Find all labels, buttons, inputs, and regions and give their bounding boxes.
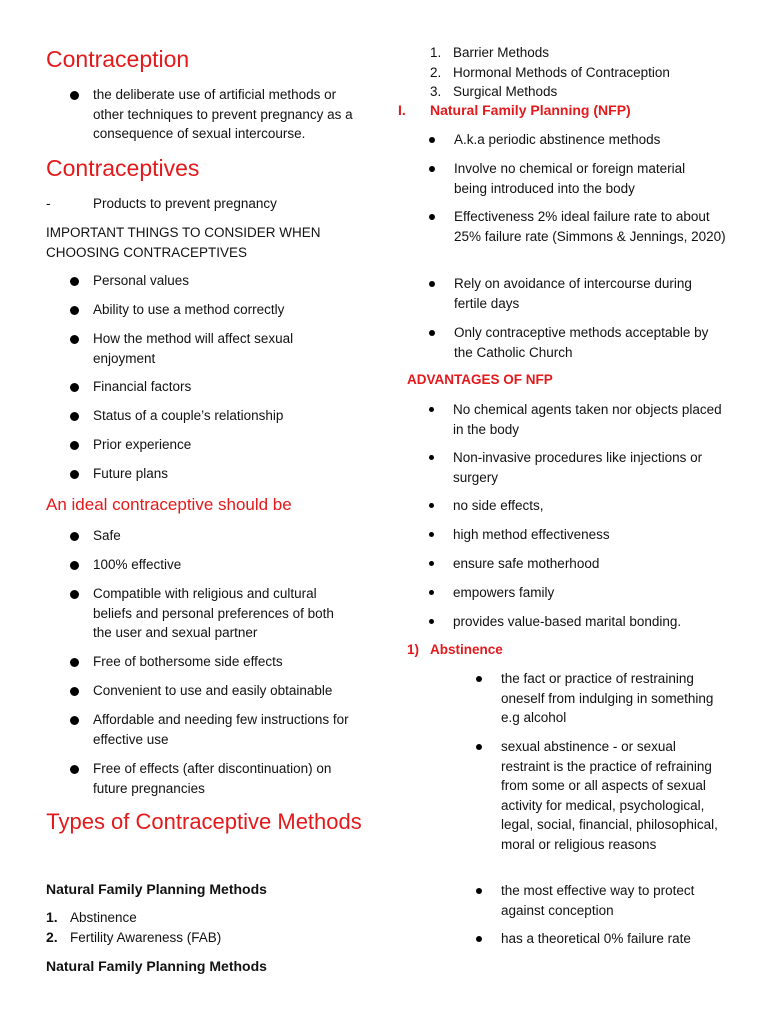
list-item: sexual abstinence - or sexual restraint is the practice of refraining from some or all aspects of sexual activity for medical, psychological, legal, social, financial, philosophical, moral or religious reasons xyxy=(501,737,723,854)
abstinence-heading: Abstinence xyxy=(430,642,503,657)
list-item: Safe xyxy=(93,526,353,546)
list-number: 3. xyxy=(430,84,442,99)
contraception-title: Contraception xyxy=(46,46,190,72)
list-item-text: Only contraceptive methods acceptable by the Catholic Church xyxy=(454,325,709,360)
list-item xyxy=(454,130,730,150)
list-item: Free of bothersome side effects xyxy=(93,652,353,672)
list-item: the most effective way to protect against conception xyxy=(501,881,723,920)
list-number: 2. xyxy=(46,929,58,945)
contraceptives-definition: Products to prevent pregnancy xyxy=(93,196,277,211)
types-heading: Types of Contraceptive Methods xyxy=(46,809,362,834)
contraceptives-title: Contraceptives xyxy=(46,155,200,181)
list-item xyxy=(454,274,716,313)
list-item xyxy=(454,323,716,362)
list-number: 2. xyxy=(430,65,442,80)
abstinence-number: 1) xyxy=(407,642,420,657)
contraception-definition: the deliberate use of artificial methods or other techniques to prevent pregnancy as a consequence of sexual intercourse. xyxy=(93,85,361,144)
list-item: Future plans xyxy=(93,464,353,484)
list-item: Compatible with religious and cultural beliefs and personal preferences of both the user and sexual partner xyxy=(93,584,355,643)
list-item: Ability to use a method correctly xyxy=(93,300,353,320)
important-heading: IMPORTANT THINGS TO CONSIDER WHEN CHOOSING CONTRACEPTIVES xyxy=(46,225,321,260)
list-item: 100% effective xyxy=(93,555,353,575)
list-item: has a theoretical 0% failure rate xyxy=(501,929,723,949)
list-item: Prior experience xyxy=(93,435,353,455)
list-item: ensure safe motherhood xyxy=(453,554,723,574)
nfp-heading: Natural Family Planning (NFP) xyxy=(430,102,631,118)
list-item: high method effectiveness xyxy=(453,525,723,545)
list-item-text: Involve no chemical or foreign material being introduced into the body xyxy=(454,161,686,196)
list-item: Personal values xyxy=(93,271,353,291)
list-label: Barrier Methods xyxy=(453,45,550,60)
list-item: No chemical agents taken nor objects placed in the body xyxy=(453,400,723,439)
list-item: the fact or practice of restraining oneself from indulging in something e.g alcohol xyxy=(501,669,719,728)
list-item: Non-invasive procedures like injections or surgery xyxy=(453,448,723,487)
list-item: Affordable and needing few instructions for effective use xyxy=(93,710,351,749)
list-item: Status of a couple’s relationship xyxy=(93,406,353,426)
nfp-methods-heading-2: Natural Family Planning Methods xyxy=(46,958,267,974)
nfp-methods-heading: Natural Family Planning Methods xyxy=(46,881,267,897)
list-item-text: A.k.a periodic abstinence methods xyxy=(454,132,661,147)
list-item: How the method will affect sexual enjoyment xyxy=(93,329,333,368)
dash-marker: - xyxy=(46,196,51,211)
roman-numeral: I. xyxy=(398,102,406,118)
list-label: Fertility Awareness (FAB) xyxy=(70,930,222,945)
list-item: provides value-based marital bonding. xyxy=(453,612,733,632)
list-number: 1. xyxy=(46,909,58,925)
ideal-heading: An ideal contraceptive should be xyxy=(46,495,292,514)
list-label: Surgical Methods xyxy=(453,84,558,99)
list-item: Financial factors xyxy=(93,377,353,397)
list-label: Hormonal Methods of Contraception xyxy=(453,65,670,80)
list-item: no side effects, xyxy=(453,496,723,516)
list-number: 1. xyxy=(430,45,442,60)
list-item: Convenient to use and easily obtainable xyxy=(93,681,363,701)
list-label: Abstinence xyxy=(70,910,137,925)
list-item xyxy=(454,159,716,198)
list-item xyxy=(454,207,726,246)
advantages-heading: ADVANTAGES OF NFP xyxy=(407,372,553,387)
list-item-text: Rely on avoidance of intercourse during fertile days xyxy=(454,276,692,311)
list-item: empowers family xyxy=(453,583,723,603)
list-item: Free of effects (after discontinuation) on future pregnancies xyxy=(93,759,355,798)
list-item-text: Effectiveness 2% ideal failure rate to about 25% failure rate (Simmons & Jennings, 2020) xyxy=(454,209,726,244)
